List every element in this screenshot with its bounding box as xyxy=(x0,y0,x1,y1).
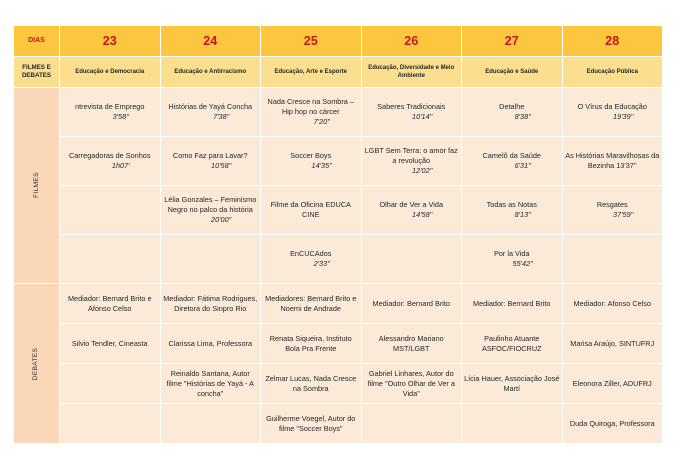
film-title: Detalhe xyxy=(499,101,525,111)
film-cell xyxy=(261,185,362,234)
films-category-label xyxy=(14,87,60,283)
film-duration: 3'58'' xyxy=(112,111,129,121)
film-title: Lélia Gonzales – Feminismo Negro no palco da história xyxy=(164,194,257,214)
film-cell xyxy=(160,87,261,136)
debate-cell: Paulinho Atuante ASFOC/FIOCRUZ xyxy=(462,324,563,364)
film-title: Resgates xyxy=(596,199,628,209)
film-cell xyxy=(562,234,663,283)
debate-cell: Reinaldo Santana, Autor filme "Histórias de Yayá - A concha" xyxy=(160,364,261,404)
theme-26: Educação, Diversidade e Meio Ambiente xyxy=(361,56,462,87)
debate-cell: Mediador: Bernard Brito xyxy=(361,284,462,324)
film-cell xyxy=(462,185,563,234)
film-duration: 12'02'' xyxy=(412,165,433,175)
film-duration: 8'38'' xyxy=(514,111,531,121)
film-duration: 7'38'' xyxy=(213,111,230,121)
film-cell xyxy=(462,136,563,185)
film-duration: 55'42'' xyxy=(512,259,533,269)
film-duration: 37'59'' xyxy=(613,209,634,219)
theme-25: Educação, Arte e Esporte xyxy=(261,56,362,87)
debates-section xyxy=(14,284,663,444)
film-title: Saberes Tradicionais xyxy=(377,101,446,111)
film-row xyxy=(14,234,663,283)
debates-category-label xyxy=(14,284,60,444)
debate-cell: Clarissa Lima, Professora xyxy=(160,324,261,364)
film-cell xyxy=(60,136,161,185)
theme-27: Educação e Saúde xyxy=(462,56,563,87)
days-label: DIAS xyxy=(14,26,60,57)
debate-cell: Guilherme Voegel, Autor do filme "Soccer Boys" xyxy=(261,404,362,444)
film-cell xyxy=(462,87,563,136)
debate-cell xyxy=(361,404,462,444)
film-cell xyxy=(160,136,261,185)
day-26: 26 xyxy=(361,26,462,57)
day-24: 24 xyxy=(160,26,261,57)
theme-label: FILMES E DEBATES xyxy=(14,56,60,87)
film-row xyxy=(14,136,663,185)
theme-24: Educação e Antirracismo xyxy=(160,56,261,87)
debate-cell: Mediador: Fátima Rodrigues, Diretora do Sinpro Rio xyxy=(160,284,261,324)
debate-cell: Marisa Araújo, SINTUFRJ xyxy=(562,324,663,364)
film-title: Filme da Oficina EDUCA CINE xyxy=(270,199,351,219)
film-duration: 14'58'' xyxy=(412,209,433,219)
film-duration: 6'31'' xyxy=(514,160,531,170)
day-27: 27 xyxy=(462,26,563,57)
film-cell xyxy=(60,234,161,283)
film-title: Todas as Notas xyxy=(486,199,537,209)
film-duration: 20'00'' xyxy=(211,214,232,224)
film-duration: 10'14'' xyxy=(412,111,433,121)
film-cell xyxy=(261,87,362,136)
film-title: Nada Cresce na Sombra – Hip hop no cárcer xyxy=(267,96,354,116)
debate-cell: Mediador: Bernard Brito xyxy=(462,284,563,324)
debate-cell: Gabriel Linhares, Autor do filme "Outro Olhar de Ver a Vida" xyxy=(361,364,462,404)
day-28: 28 xyxy=(562,26,663,57)
film-duration: 1h07' xyxy=(111,160,130,170)
film-cell xyxy=(361,185,462,234)
film-title: Carregadoras de Sonhos xyxy=(68,150,151,160)
film-duration: 2'33'' xyxy=(313,259,330,269)
film-cell xyxy=(562,87,663,136)
film-cell xyxy=(261,136,362,185)
debates-label-text: DEBATES xyxy=(32,347,40,380)
film-duration: 14'35'' xyxy=(311,160,332,170)
film-duration: 10'58'' xyxy=(211,160,232,170)
film-cell xyxy=(361,87,462,136)
debate-cell xyxy=(160,404,261,444)
theme-28: Educação Pública xyxy=(562,56,663,87)
debate-cell xyxy=(462,404,563,444)
film-cell xyxy=(60,87,161,136)
debate-cell: Silvio Tendler, Cineasta xyxy=(60,324,161,364)
debate-cell xyxy=(60,364,161,404)
film-title: Soccer Boys xyxy=(290,150,332,160)
film-cell xyxy=(160,234,261,283)
film-title: Histórias de Yayá Concha xyxy=(168,101,253,111)
debate-cell xyxy=(60,404,161,444)
debate-row xyxy=(14,404,663,444)
film-cell xyxy=(562,136,663,185)
film-cell xyxy=(160,185,261,234)
film-title: LGBT Sem Terra: o amor faz a revolução xyxy=(364,145,458,165)
film-duration: 19'39'' xyxy=(613,111,634,121)
film-row xyxy=(14,185,663,234)
films-label-text: FILMES xyxy=(32,172,40,199)
themes-header-row xyxy=(14,56,663,87)
film-title: As Histórias Maravilhosas da Bezinha 13'37'' xyxy=(565,150,660,170)
film-title: Camelô da Saúde xyxy=(482,150,541,160)
schedule-table xyxy=(13,25,663,444)
debate-row xyxy=(14,364,663,404)
theme-23: Educação e Democracia xyxy=(60,56,161,87)
film-cell xyxy=(462,234,563,283)
film-row xyxy=(14,87,663,136)
film-cell xyxy=(261,234,362,283)
debate-row xyxy=(14,324,663,364)
debate-cell: Zelmar Lucas, Nada Cresce na Sombra xyxy=(261,364,362,404)
film-title: Como Faz para Lavar? xyxy=(172,150,248,160)
debate-row xyxy=(14,284,663,324)
debate-cell: Eleonora Ziller, ADUFRJ xyxy=(562,364,663,404)
film-cell xyxy=(562,185,663,234)
debate-cell: Alessandro Mariano MST/LGBT xyxy=(361,324,462,364)
film-duration: 8'13'' xyxy=(514,209,531,219)
film-title: EnCUCAdos xyxy=(290,249,332,259)
debate-cell: Lícia Hauer, Associação José Martí xyxy=(462,364,563,404)
debate-cell: Renata Siqueira, Instituto Bola Pra Frente xyxy=(261,324,362,364)
film-duration: 7'20'' xyxy=(313,116,330,126)
film-cell xyxy=(361,136,462,185)
debate-cell: Mediador: Bernard Brito e Afonso Celso xyxy=(60,284,161,324)
days-header-row xyxy=(14,26,663,57)
day-23: 23 xyxy=(60,26,161,57)
debate-cell: Duda Quiroga, Professora xyxy=(562,404,663,444)
films-section xyxy=(14,87,663,283)
film-cell xyxy=(60,185,161,234)
film-cell xyxy=(361,234,462,283)
film-title: O Vírus da Educação xyxy=(577,101,647,111)
film-title: Por la Vida xyxy=(493,249,530,259)
film-title: ntrevista de Emprego xyxy=(75,101,145,111)
day-25: 25 xyxy=(261,26,362,57)
debate-cell: Mediador: Afonso Celso xyxy=(562,284,663,324)
film-title: Olhar de Ver a Vida xyxy=(379,199,444,209)
debate-cell: Mediadores: Bernard Brito e Noemi de Andrade xyxy=(261,284,362,324)
